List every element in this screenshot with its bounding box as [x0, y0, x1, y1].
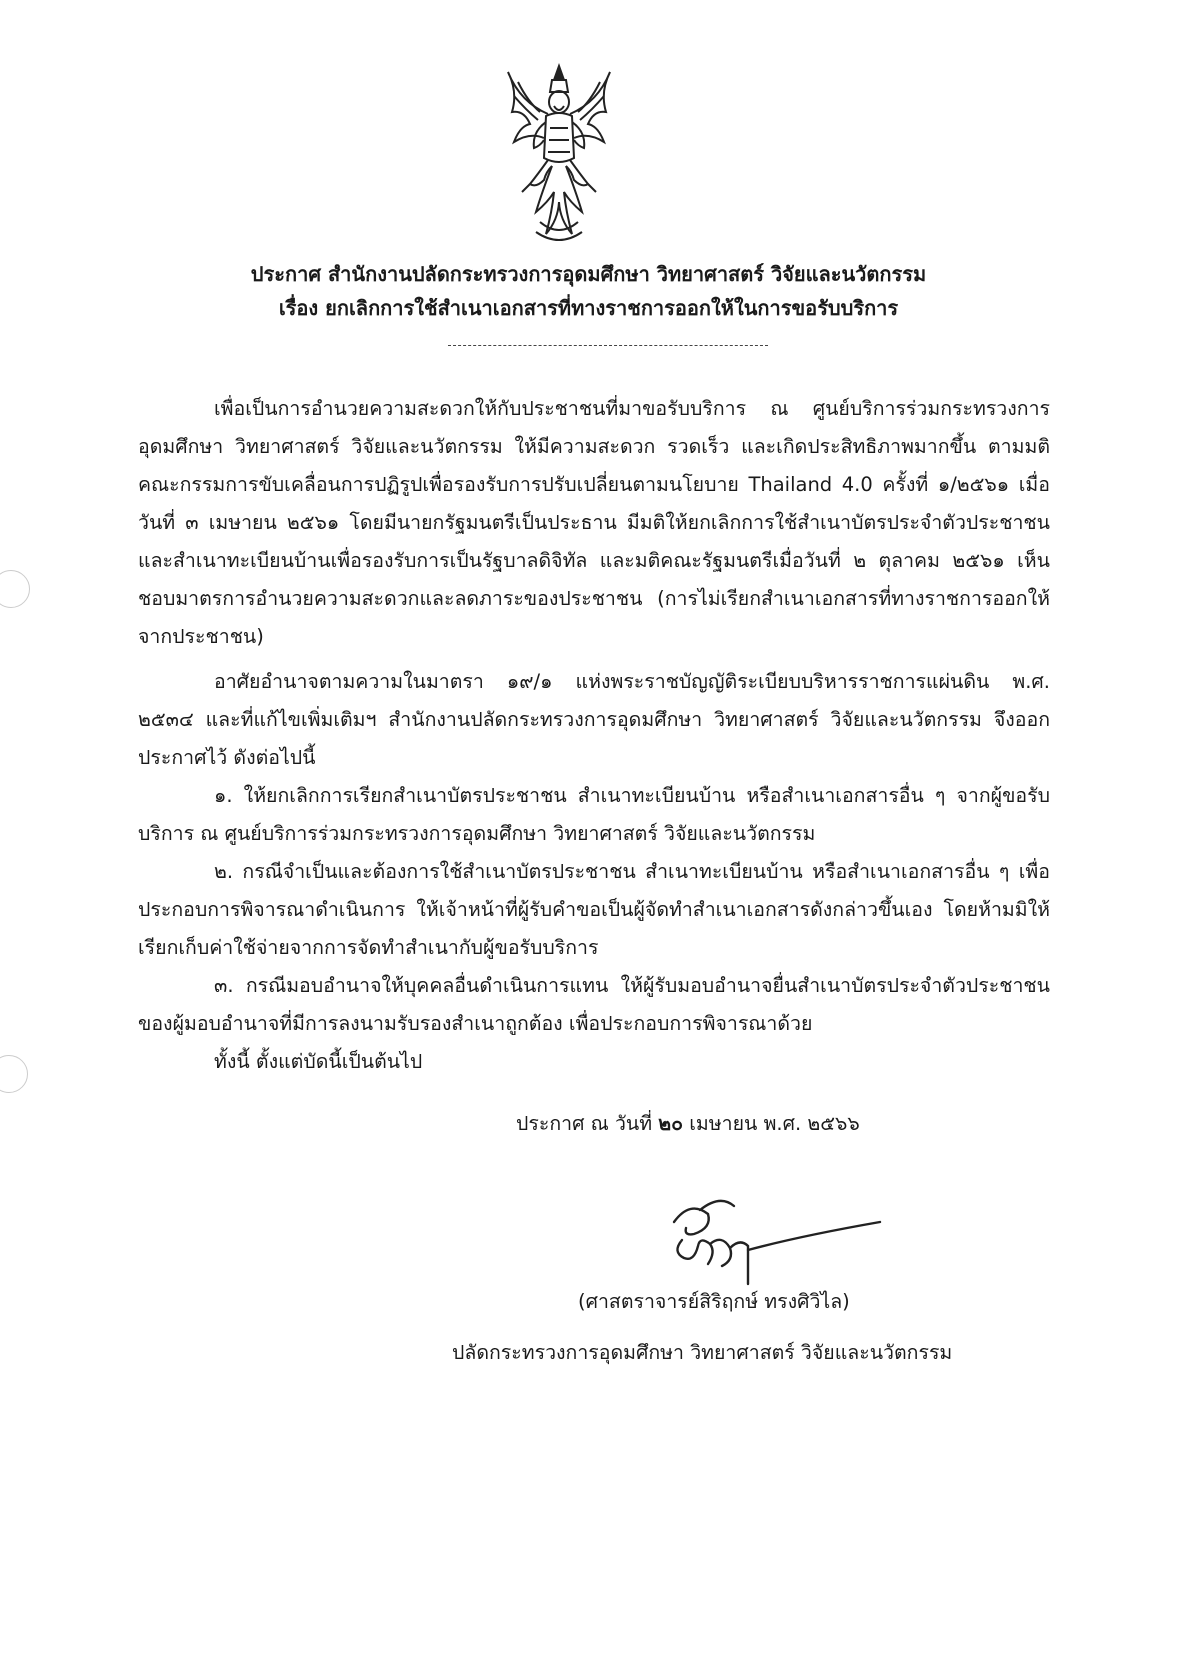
title-divider	[448, 345, 768, 346]
signer-name: (ศาสตราจารย์สิริฤกษ์ ทรงศิวิไล)	[578, 1290, 850, 1313]
handwritten-signature	[660, 1188, 890, 1288]
clause-item: ๓. กรณีมอบอำนาจให้บุคคลอื่นดำเนินการแทน ให้ผู้รับมอบอำนาจยื่นสำเนาบัตรประจำตัวประชาชนของผู้มอบอำนาจที่มีการลงนามรับรองสำเนาถูกต้อง เพื่อประกอบการพิจารณาด้วย	[138, 974, 1050, 1035]
announcement-issuer: ประกาศ สำนักงานปลัดกระทรวงการอุดมศึกษา วิทยาศาสตร์ วิจัยและนวัตกรรม	[250, 262, 927, 286]
paragraph-authority: อาศัยอำนาจตามความในมาตรา ๑๙/๑ แห่งพระราชบัญญัติระเบียบบริหารราชการแผ่นดิน พ.ศ. ๒๕๓๔ และที่แก้ไขเพิ่มเติมฯ สำนักงานปลัดกระทรวงการอุดมศึกษา วิทยาศาสตร์ วิจัยและนวัตกรรม จึงออกประกาศไว้ ดังต่อไปนี้	[138, 670, 1050, 769]
clause-item: ๒. กรณีจำเป็นและต้องการใช้สำเนาบัตรประชาชน สำเนาทะเบียนบ้าน หรือสำเนาเอกสารอื่น ๆ เพื่อประกอบการพิจารณาดำเนินการ ให้เจ้าหน้าที่ผู้รับคำขอเป็นผู้จัดทำสำเนาเอกสารดังกล่าวขึ้นเอง โดยห้ามมิให้เรียกเก็บค่าใช้จ่ายจากการจัดทำสำเนากับผู้ขอรับบริการ	[138, 860, 1050, 959]
date-year: พ.ศ. ๒๕๖๖	[763, 1112, 860, 1135]
date-month: เมษายน	[689, 1112, 758, 1135]
announcement-date	[516, 1105, 860, 1143]
garuda-emblem-icon	[500, 62, 618, 250]
signer-position: ปลัดกระทรวงการอุดมศึกษา วิทยาศาสตร์ วิจัยและนวัตกรรม	[452, 1341, 953, 1364]
paragraph-intro: เพื่อเป็นการอำนวยความสะดวกให้กับประชาชนที่มาขอรับบริการ ณ ศูนย์บริการร่วมกระทรวงการอุดมศึกษา วิทยาศาสตร์ วิจัยและนวัตกรรม ให้มีความสะดวก รวดเร็ว และเกิดประสิทธิภาพมากขึ้น ตามมติคณะกรรมการขับเคลื่อนการปฏิรูปเพื่อรองรับการปรับเปลี่ยนตามนโยบาย Thailand 4.0 ครั้งที่ ๑/๒๕๖๑ เมื่อวันที่ ๓ เมษายน ๒๕๖๑ โดยมีนายกรัฐมนตรีเป็นประธาน มีมติให้ยกเลิกการใช้สำเนาบัตรประจำตัวประชาชนและสำเนาทะเบียนบ้านเพื่อรองรับการเป็นรัฐบาลดิจิทัล และมติคณะรัฐมนตรีเมื่อวันที่ ๒ ตุลาคม ๒๕๖๑ เห็นชอบมาตรการอำนวยความสะดวกและลดภาระของประชาชน (การไม่เรียกสำเนาเอกสารที่ทางราชการออกให้จากประชาชน)	[138, 397, 1050, 648]
announcement-subject: เรื่อง ยกเลิกการใช้สำเนาเอกสารที่ทางราชการออกให้ในการขอรับบริการ	[278, 296, 899, 320]
clause-item: ๑. ให้ยกเลิกการเรียกสำเนาบัตรประชาชน สำเนาทะเบียนบ้าน หรือสำเนาเอกสารอื่น ๆ จากผู้ขอรับบริการ ณ ศูนย์บริการร่วมกระทรวงการอุดมศึกษา วิทยาศาสตร์ วิจัยและนวัตกรรม	[138, 784, 1050, 845]
scan-artifact	[0, 570, 30, 608]
effective-statement: ทั้งนี้ ตั้งแต่บัดนี้เป็นต้นไป	[214, 1050, 423, 1073]
scan-artifact	[0, 1055, 28, 1093]
date-day: ๒๐	[658, 1112, 684, 1135]
date-prefix: ประกาศ ณ วันที่	[516, 1112, 653, 1135]
